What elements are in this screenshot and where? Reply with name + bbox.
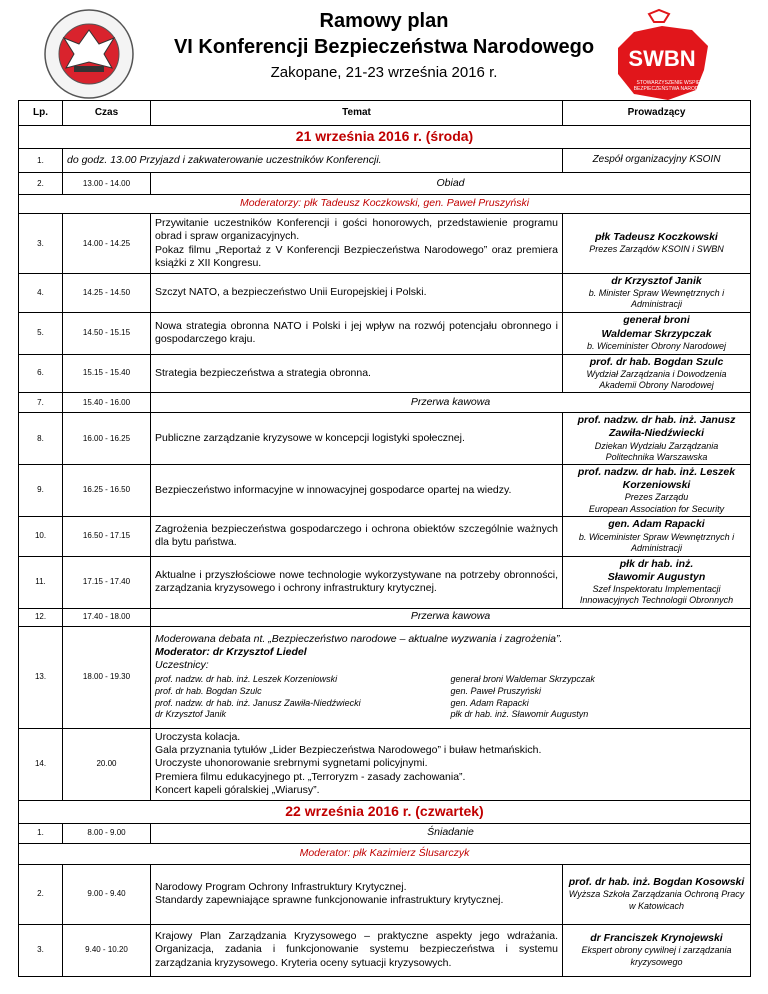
debate-moderator: Moderator: dr Krzysztof Liedel: [155, 646, 307, 659]
debate-participants: [155, 674, 746, 721]
presenter-role: b. Minister Spraw Wewnętrznych i Administracji: [588, 288, 725, 310]
participant: płk dr hab. inż. Sławomir Augustyn: [450, 709, 589, 720]
row-lp: 13.: [19, 626, 63, 728]
row-topic: Szczyt NATO, a bezpieczeństwo Unii Europejskiej i Polski.: [151, 274, 563, 313]
conference-title: VI Konferencji Bezpieczeństwa Narodowego: [173, 36, 595, 58]
row-time: 17.40 - 18.00: [63, 608, 151, 626]
row-lp: 1.: [19, 823, 63, 843]
participant: generał broni Waldemar Skrzypczak: [450, 674, 595, 685]
topic-line: Standardy zapewniające sprawne funkcjonowanie infrastruktury krytycznej.: [155, 894, 504, 906]
moderators-line: Moderatorzy: płk Tadeusz Koczkowski, gen. Paweł Pruszyński: [19, 195, 751, 214]
row-topic: Nowa strategia obronna NATO i Polski i jej wpływ na rozwój potencjału obronnego i gospodarczego kraju.: [151, 312, 563, 354]
col-header-prowadzacy: Prowadzący: [563, 101, 751, 126]
presenter-name: prof. nadzw. dr hab. inż. Leszek Korzeniowski: [577, 466, 736, 492]
row-lp: 6.: [19, 354, 63, 393]
row-presenter: [563, 413, 751, 465]
moderator-line: Moderator: płk Kazimierz Ślusarczyk: [19, 843, 751, 864]
row-time: 9.00 - 9.40: [63, 864, 151, 924]
row-lp: 11.: [19, 556, 63, 608]
gala-line: Koncert kapeli góralskiej „Wiarusy”.: [155, 783, 320, 796]
col-header-temat: Temat: [151, 101, 563, 126]
participants-left: [155, 674, 451, 721]
presenter-name: Sławomir Augustyn: [607, 570, 706, 583]
row-topic: Zagrożenia bezpieczeństwa gospodarczego i ochrona obiektów szczególnie ważnych dla bytu państwa.: [151, 516, 563, 556]
row-lp: 3.: [19, 924, 63, 976]
row-lp: 8.: [19, 413, 63, 465]
table-row: [19, 312, 751, 354]
presenter-name: dr Krzysztof Janik: [611, 275, 702, 287]
gala-line: Gala przyznania tytułów „Lider Bezpieczeństwa Narodowego” i buław hetmańskich.: [155, 744, 542, 757]
row-lp: 9.: [19, 465, 63, 517]
row-break: Obiad: [151, 173, 751, 195]
presenter-name: prof. nadzw. dr hab. inż. Janusz Zawiła-Niedźwiecki: [577, 414, 736, 440]
row-presenter: [563, 556, 751, 608]
day-heading-1: 21 września 2016 r. (środa): [19, 126, 751, 149]
presenter-name: dr Franciszek Krynojewski: [590, 932, 723, 945]
gala-line: Uroczyste uhonorowanie srebrnymi sygnetami policyjnymi.: [155, 757, 428, 770]
row-topic: Bezpieczeństwo informacyjne w innowacyjnej gospodarce opartej na wiedzy.: [151, 465, 563, 517]
table-row: [19, 214, 751, 274]
row-time: 16.25 - 16.50: [63, 465, 151, 517]
table-row: [19, 823, 751, 843]
presenter-role: Prezes Zarządów KSOIN i SWBN: [589, 244, 724, 255]
row-break: Przerwa kawowa: [151, 608, 751, 626]
header: [0, 0, 768, 100]
row-topic: [151, 864, 563, 924]
row-time: 8.00 - 9.00: [63, 823, 151, 843]
row-presenter: Zespół organizacyjny KSOIN: [563, 149, 751, 173]
presenter-name: Waldemar Skrzypczak: [601, 327, 712, 340]
row-presenter: [563, 516, 751, 556]
participant: gen. Paweł Pruszyński: [450, 686, 542, 696]
table-row: [19, 608, 751, 626]
table-row: [19, 516, 751, 556]
row-topic: Strategia bezpieczeństwa a strategia obronna.: [151, 354, 563, 393]
table-row: [19, 173, 751, 195]
row-lp: 10.: [19, 516, 63, 556]
participants-right: [451, 674, 747, 721]
table-row: [19, 149, 751, 173]
presenter-role: Szef Inspektoratu Implementacji Innowacyjnych Technologii Obronnych: [579, 584, 734, 606]
row-lp: 4.: [19, 274, 63, 313]
gala-cell: [151, 728, 751, 800]
participant: prof. nadzw. dr hab. inż. Janusz Zawiła-Niedźwiecki: [155, 697, 361, 708]
table-header-row: [19, 101, 751, 126]
presenter-name: gen. Adam Rapacki: [608, 518, 705, 531]
table-row: [19, 924, 751, 976]
row-time: 20.00: [63, 728, 151, 800]
row-time: 15.40 - 16.00: [63, 393, 151, 413]
row-time: 15.15 - 15.40: [63, 354, 151, 393]
row-time: 16.50 - 17.15: [63, 516, 151, 556]
schedule-table: [18, 100, 751, 977]
topic-line: Przywitanie uczestników Konferencji i gości honorowych, przedstawienie programu obrad i spraw organizacyjnych.: [155, 217, 558, 243]
row-time: 16.00 - 16.25: [63, 413, 151, 465]
presenter-name: prof. dr hab. Bogdan Szulc: [589, 355, 724, 368]
row-topic: Krajowy Plan Zarządzania Kryzysowego – praktyczne aspekty jego wdrażania. Organizacja, zadania i funkcjonowanie systemu bezpieczeństwa i systemu zarządzania kryzysowego. Kryteria oceny sytuacji kryzysowych.: [151, 924, 563, 976]
table-row: [19, 274, 751, 313]
svg-text:BEZPIECZEŃSTWA NARODOWEGO: BEZPIECZEŃSTWA NARODOWEGO: [633, 86, 719, 92]
row-presenter: [563, 214, 751, 274]
row-presenter: [563, 864, 751, 924]
presenter-name: płk Tadeusz Koczkowski: [595, 231, 718, 244]
row-presenter: [563, 312, 751, 354]
row-lp: 7.: [19, 393, 63, 413]
row-break: Śniadanie: [151, 823, 751, 843]
row-topic: [151, 214, 563, 274]
svg-text:SWBN: SWBN: [628, 46, 696, 71]
presenter-role: Prezes Zarządu: [624, 492, 689, 503]
row-presenter: [563, 465, 751, 517]
row-break: Przerwa kawowa: [151, 393, 751, 413]
row-lp: 2.: [19, 173, 63, 195]
svg-text:STOWARZYSZENIE WSPIERANIA: STOWARZYSZENIE WSPIERANIA: [636, 80, 716, 86]
gala-line: Premiera filmu edukacyjnego pt. „Terroryzm - zasady zachowania”.: [155, 770, 466, 783]
presenter-rank: płk dr hab. inż.: [619, 557, 694, 570]
conference-location-date: Zakopane, 21-23 września 2016 r.: [270, 64, 498, 81]
participant: gen. Adam Rapacki: [450, 697, 529, 708]
row-time: 14.25 - 14.50: [63, 274, 151, 313]
table-row: [19, 413, 751, 465]
table-row: [19, 354, 751, 393]
table-row: [19, 626, 751, 728]
presenter-name: prof. dr hab. inż. Bogdan Kosowski: [568, 876, 745, 889]
participant: prof. dr hab. Bogdan Szulc: [155, 686, 262, 696]
table-row: [19, 728, 751, 800]
row-lp: 2.: [19, 864, 63, 924]
col-header-czas: Czas: [63, 101, 151, 126]
row-presenter: [563, 274, 751, 313]
table-row: [19, 864, 751, 924]
presenter-role: Dziekan Wydziału Zarządzania: [594, 440, 719, 451]
debate-participants-label: Uczestnicy:: [155, 659, 209, 672]
gala-line: Uroczysta kolacja.: [155, 731, 241, 744]
presenter-rank: generał broni: [623, 314, 690, 327]
row-presenter: [563, 924, 751, 976]
participant: dr Krzysztof Janik: [155, 709, 227, 720]
table-row: [19, 465, 751, 517]
table-row: [19, 556, 751, 608]
row-lp: 1.: [19, 149, 63, 173]
row-topic: do godz. 13.00 Przyjazd i zakwaterowanie uczestników Konferencji.: [63, 149, 563, 173]
presenter-role: Ekspert obrony cywilnej i zarządzania kryzysowego: [581, 945, 732, 967]
topic-line: Narodowy Program Ochrony Infrastruktury Krytycznej.: [155, 880, 407, 893]
document-title: Ramowy plan: [319, 10, 449, 32]
row-lp: 14.: [19, 728, 63, 800]
row-presenter: [563, 354, 751, 393]
presenter-role: b. Wiceminister Obrony Narodowej: [587, 340, 726, 351]
presenter-institution: European Association for Security: [588, 503, 725, 514]
participant: prof. nadzw. dr hab. inż. Leszek Korzeniowski: [155, 674, 338, 685]
row-time: 9.40 - 10.20: [63, 924, 151, 976]
row-lp: 12.: [19, 608, 63, 626]
topic-line: Pokaz filmu „Reportaż z V Konferencji Bezpieczeństwa Narodowego” oraz premiera książki z XII Kongresu.: [155, 243, 558, 269]
row-topic: Aktualne i przyszłościowe nowe technologie wykorzystywane na potrzeby obronności, zarządzania kryzysowego i ochrony infrastruktury krytycznej.: [151, 556, 563, 608]
presenter-role: b. Wiceminister Spraw Wewnętrznych i Administracji: [578, 531, 735, 553]
row-time: 14.00 - 14.25: [63, 214, 151, 274]
debate-cell: [151, 626, 751, 728]
presenter-institution: Politechnika Warszawska: [605, 451, 708, 462]
row-time: 18.00 - 19.30: [63, 626, 151, 728]
row-time: 13.00 - 14.00: [63, 173, 151, 195]
row-time: 17.15 - 17.40: [63, 556, 151, 608]
col-header-lp: Lp.: [19, 101, 63, 126]
presenter-role: Wyższa Szkoła Zarządzania Ochroną Pracy w Katowicach: [568, 889, 745, 911]
row-lp: 3.: [19, 214, 63, 274]
debate-title: Moderowana debata nt. „Bezpieczeństwo narodowe – aktualne wyzwania i zagrożenia”.: [155, 632, 563, 645]
presenter-role: Wydział Zarządzania i Dowodzenia Akademii Obrony Narodowej: [586, 368, 727, 390]
row-topic: Publiczne zarządzanie kryzysowe w koncepcji logistyki społecznej.: [151, 413, 563, 465]
table-row: [19, 393, 751, 413]
row-time: 14.50 - 15.15: [63, 312, 151, 354]
day-heading-2: 22 września 2016 r. (czwartek): [19, 800, 751, 823]
row-lp: 5.: [19, 312, 63, 354]
